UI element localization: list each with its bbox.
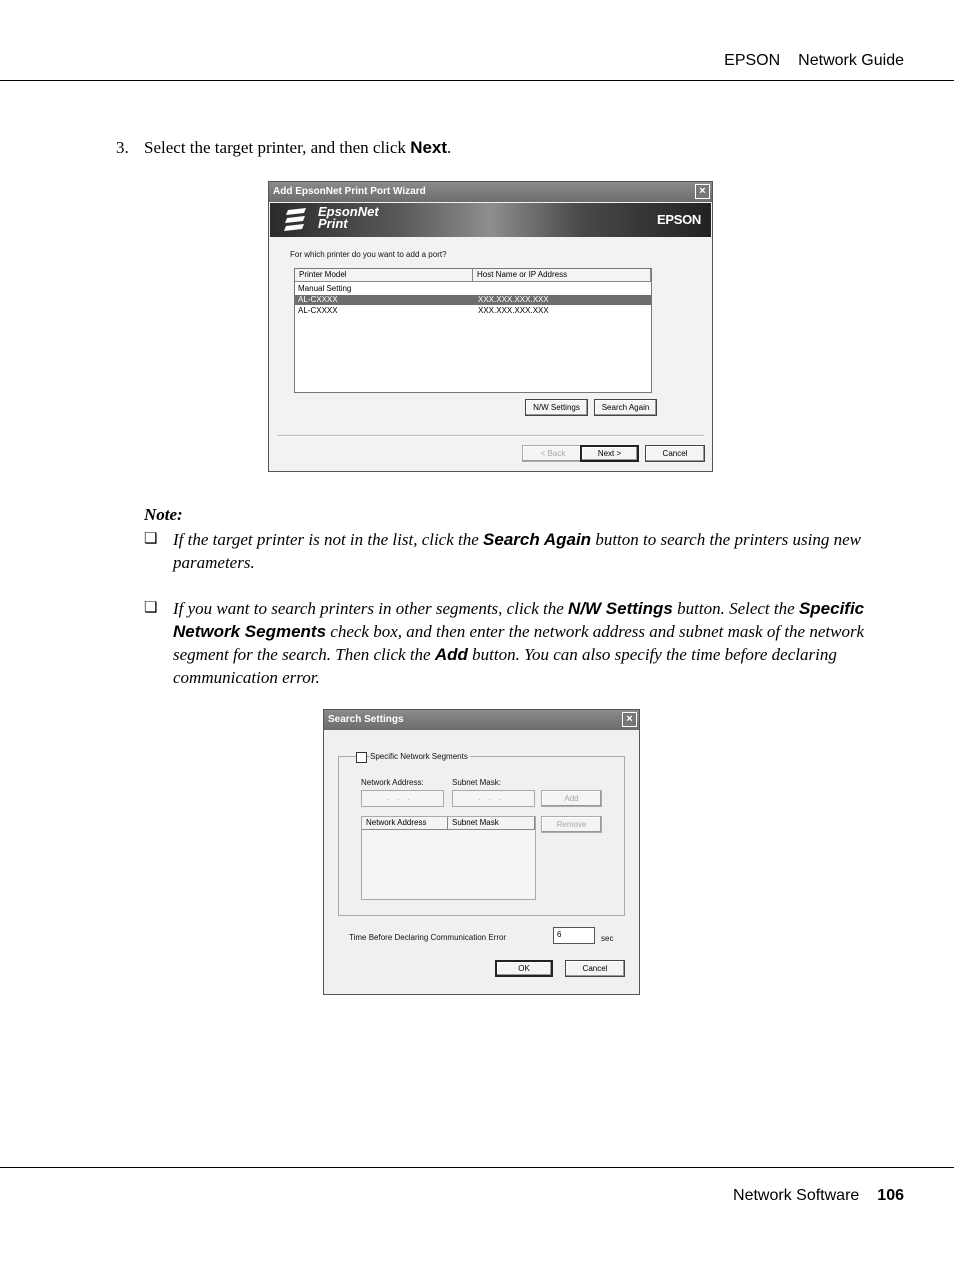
bullet-2-bold3: Add: [434, 645, 468, 664]
bullet-2-part3: check box, and then enter the network address and subnet mask of the network segment for the search. Then click the: [173, 622, 865, 664]
row-model: AL-CXXXX: [298, 295, 338, 304]
footer-section: Network Software: [733, 1187, 860, 1204]
segment-list[interactable]: [361, 816, 536, 900]
subnet-mask-label: Subnet Mask:: [452, 778, 501, 787]
search-cancel-button[interactable]: Cancel: [565, 960, 625, 977]
wizard-separator: [277, 435, 704, 437]
bullet-1-text: [173, 528, 884, 574]
page-footer: [733, 1187, 904, 1205]
step-text-end: .: [447, 138, 452, 157]
network-address-label: Network Address:: [361, 778, 424, 787]
footer-rule: [0, 1167, 954, 1168]
subnet-mask-field[interactable]: ...: [452, 790, 535, 807]
checkbox-label: Specific Network Segments: [370, 752, 468, 761]
list-item-selected[interactable]: [295, 295, 651, 305]
printer-list[interactable]: [294, 268, 652, 393]
list-item[interactable]: [295, 306, 651, 316]
bullet-1-bold: Search Again: [483, 530, 592, 549]
step-instruction: [116, 138, 451, 158]
banner-product-line2: Print: [318, 216, 348, 231]
nw-settings-button[interactable]: N/W Settings: [525, 399, 588, 416]
bullet-box-icon: ❏: [144, 531, 158, 547]
row-model: AL-CXXXX: [298, 306, 338, 315]
list-item[interactable]: [295, 284, 651, 294]
time-label: Time Before Declaring Communication Error: [349, 933, 507, 942]
wizard-prompt: For which printer do you want to add a port?: [290, 250, 447, 259]
bullet-2-part1: If you want to search printers in other segments, click the: [173, 599, 569, 618]
column-subnet-mask[interactable]: Subnet Mask: [448, 817, 535, 830]
step-text: Select the target printer, and then click: [144, 138, 411, 157]
search-close-button[interactable]: ×: [622, 712, 637, 727]
add-port-wizard-dialog: [268, 181, 713, 472]
bullet-2-part4: button. You can also specify the time before declaring communication error.: [173, 645, 837, 687]
network-address-field[interactable]: ...: [361, 790, 444, 807]
epsonnet-logo-icon: [284, 207, 308, 233]
wizard-titlebar: Add EpsonNet Print Port Wizard: [269, 182, 712, 202]
row-model: Manual Setting: [298, 284, 352, 293]
remove-button[interactable]: Remove: [541, 816, 602, 833]
note-bullet-1: [144, 528, 884, 574]
bullet-1-after: button to search the printers using new parameters.: [173, 530, 862, 572]
bullet-2-bold2: Specific Network Segments: [173, 599, 865, 641]
note-title: Note:: [144, 505, 183, 524]
banner-product-line1: EpsonNet: [318, 204, 379, 219]
wizard-banner: [270, 203, 711, 237]
column-host-name[interactable]: Host Name or IP Address: [473, 269, 651, 282]
column-printer-model[interactable]: Printer Model: [295, 269, 473, 282]
bullet-1-before: If the target printer is not in the list, click the: [173, 530, 484, 549]
page-number: 106: [877, 1187, 904, 1204]
row-host: XXX.XXX.XXX.XXX: [478, 306, 549, 315]
wizard-close-button[interactable]: ×: [695, 184, 710, 199]
step-bold-next: Next: [410, 138, 448, 157]
header-rule: [0, 80, 954, 81]
note-bullet-2: [144, 597, 884, 689]
bullet-box-icon: ❏: [144, 600, 158, 616]
bullet-2-text: [173, 597, 884, 689]
back-button[interactable]: < Back: [522, 445, 584, 462]
header-title: Network Guide: [798, 52, 904, 69]
search-titlebar: Search Settings: [324, 710, 639, 730]
time-input[interactable]: 6: [553, 927, 595, 944]
cancel-button[interactable]: Cancel: [645, 445, 705, 462]
search-settings-dialog: [323, 709, 640, 995]
bullet-2-bold1: N/W Settings: [568, 599, 673, 618]
add-button[interactable]: Add: [541, 790, 602, 807]
specific-network-segments-checkbox[interactable]: [356, 752, 367, 763]
page-header: [724, 52, 904, 70]
ok-button[interactable]: OK: [495, 960, 553, 977]
banner-brand: EPSON: [656, 212, 701, 227]
step-number: 3.: [116, 138, 129, 157]
banner-product-name: [318, 206, 379, 230]
row-host: XXX.XXX.XXX.XXX: [478, 295, 549, 304]
column-network-address[interactable]: Network Address: [362, 817, 448, 830]
next-button[interactable]: Next >: [580, 445, 639, 462]
time-unit: sec: [601, 934, 614, 943]
bullet-2-part2: button. Select the: [672, 599, 799, 618]
search-again-button[interactable]: Search Again: [594, 399, 657, 416]
header-brand: EPSON: [724, 52, 781, 69]
